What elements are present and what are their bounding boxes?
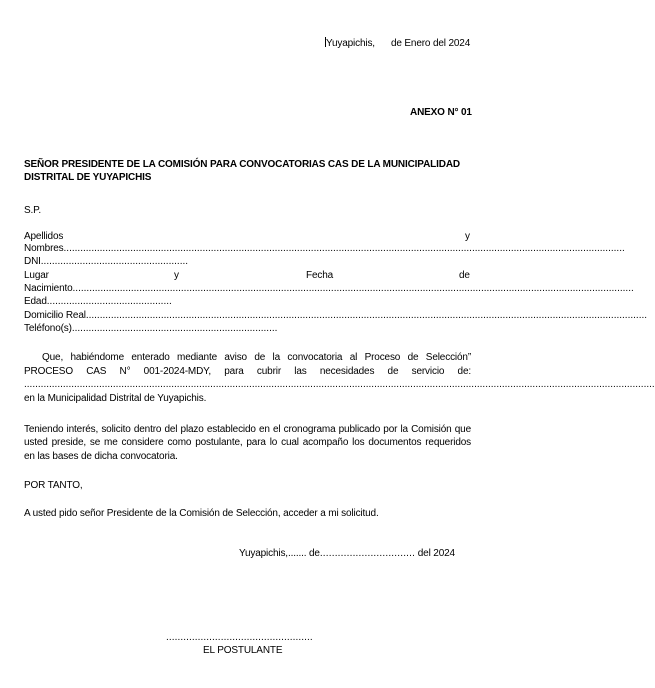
closing-day-dots: ....... — [287, 548, 307, 559]
field-domicilio-dots: .......................................................................................................................................................................................................... — [85, 310, 648, 321]
paragraph-1-dotted-line: ................................................................................................................................................................................................................................... — [24, 379, 655, 390]
signature-label: EL POSTULANTE — [203, 645, 283, 656]
field-nombres — [24, 243, 625, 255]
field-nombres-label: Nombres — [24, 243, 64, 254]
paragraph-1-line-1: Que, habiéndome enterado mediante aviso de la convocatoria al Proceso de Selección” — [42, 352, 471, 363]
field-nacimiento-label: Nacimiento — [24, 283, 73, 294]
closing-year: del 2024 — [417, 548, 455, 559]
field-domicilio-label: Domicilio Real — [24, 310, 86, 321]
closing-date — [239, 548, 455, 560]
field-dni-dots: ..................................................... — [40, 256, 189, 267]
salutation: S.P. — [24, 205, 42, 216]
field-lugar-y: y — [174, 270, 179, 281]
signature-line: ................................................... — [166, 632, 313, 643]
paragraph-2-line-3: en las bases de dicha convocatoria. — [24, 451, 178, 462]
field-domicilio — [24, 310, 648, 322]
paragraph-1-line-4: en la Municipalidad Distrital de Yuyapichis. — [24, 393, 207, 404]
field-dni — [24, 256, 189, 268]
field-edad-dots: ............................................. — [46, 296, 172, 307]
annex-title: ANEXO N° 01 — [410, 107, 472, 118]
closing-place: Yuyapichis, — [239, 548, 288, 559]
recipient-line-1: SEÑOR PRESIDENTE DE LA COMISIÓN PARA CONVOCATORIAS CAS DE LA MUNICIPALIDAD — [24, 159, 460, 170]
paragraph-1-line-2: PROCESO CAS N° 001-2024-MDY, para cubrir las necesidades de servicio de: — [24, 366, 471, 377]
paragraph-2-line-2: usted preside, se me considere como postulante, para lo cual acompaño los documentos requeridos — [24, 437, 471, 448]
header-date — [325, 37, 470, 50]
field-lugar-label: Lugar — [24, 270, 49, 281]
field-apellidos-label: Apellidos — [24, 231, 64, 242]
field-nombres-dots: .......................................................................................................................................................................................................... — [63, 243, 625, 254]
field-fecha-label: Fecha — [306, 270, 334, 281]
closing-month-dots: ................................ — [319, 548, 416, 559]
field-edad — [24, 296, 172, 308]
paragraph-2-line-1: Teniendo interés, solicito dentro del plazo establecido en el cronograma publicado por la Comisión que — [24, 424, 471, 435]
field-telefono-dots: .......................................................................... — [71, 323, 278, 334]
field-dni-label: DNI — [24, 256, 41, 267]
closing-de: de — [308, 548, 320, 559]
header-place: Yuyapichis, — [326, 38, 375, 49]
field-nacimiento-dots: .......................................................................................................................................................................................................... — [72, 283, 634, 294]
header-date-text: de Enero del 2024 — [390, 38, 471, 49]
field-apellidos-y: y — [465, 231, 470, 242]
por-tanto: POR TANTO, — [24, 480, 83, 491]
field-edad-label: Edad — [24, 296, 47, 307]
recipient-line-2: DISTRITAL DE YUYAPICHIS — [24, 172, 152, 183]
field-telefono — [24, 323, 278, 335]
request-sentence: A usted pido señor Presidente de la Comisión de Selección, acceder a mi solicitud. — [24, 508, 379, 519]
field-fecha-de: de — [459, 270, 470, 281]
field-nacimiento — [24, 283, 634, 295]
field-telefono-label: Teléfono(s) — [24, 323, 72, 334]
